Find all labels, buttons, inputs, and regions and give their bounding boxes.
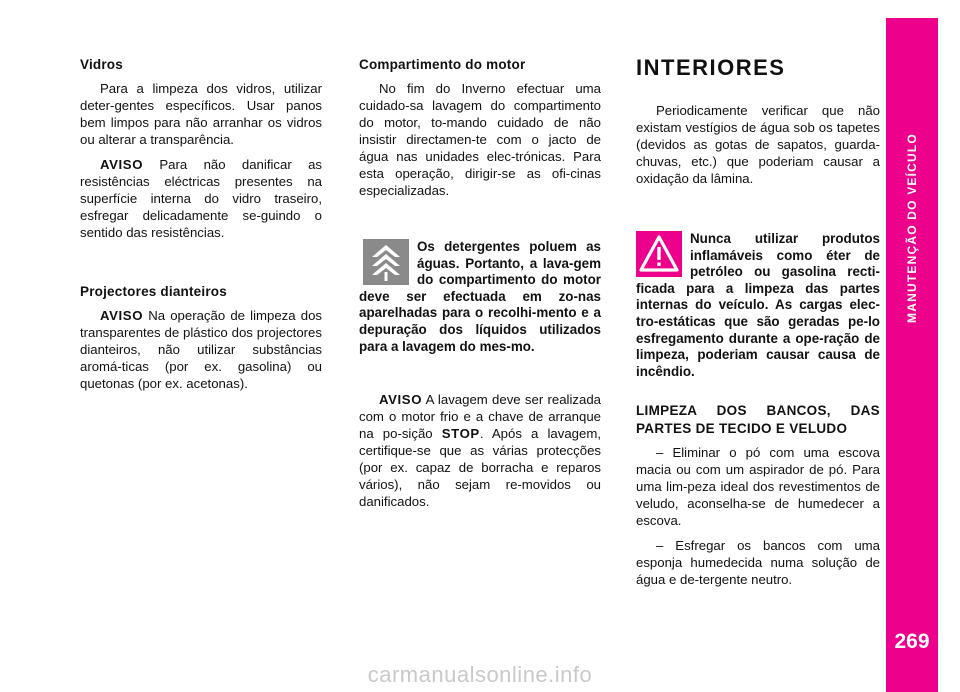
motor-warning-text-2: . Após a lavagem, certifique-se que as várias protecções (por ex. capaz de borracha e reparos vários), não sejam re-movidos ou danificados. — [359, 426, 601, 510]
section-sidebar — [886, 18, 938, 692]
column-1 — [80, 56, 322, 400]
section-title: MANUTENÇÃO DO VEÍCULO — [905, 133, 919, 323]
compartimento-paragraph: No fim do Inverno efectuar uma cuidado-sa lavagem do compartimento do motor, to-mando cuidado de não insistir directamen-te com o jacto de água nas unidades elec-trónicas. Para esta operação, dirigir-se as ofi-cinas especializadas. — [359, 81, 601, 198]
danger-warning — [636, 231, 880, 380]
interiores-paragraph: Periodicamente verificar que não existam vestígios de água sob os tapetes (devidos as gotas de sapatos, guarda-chuvas, etc.) que poderiam causar a oxidação da lâmina. — [636, 103, 880, 186]
projectores-warning-text: Na operação de limpeza dos transparentes de plástico dos projectores dianteiros, não utilizar substâncias aromá-ticas (por ex. gasolina) ou quetonas (por ex. acetonas). — [80, 308, 322, 391]
aviso-label: AVISO — [100, 157, 144, 172]
interiores-title: INTERIORES — [636, 55, 786, 80]
projectores-warning — [80, 307, 322, 392]
page-number: 269 — [894, 630, 930, 653]
danger-warning-text: Nunca utilizar produtos inflamáveis como éter de petróleo ou gasolina recti-ficada para a limpeza das partes internas do veículo. As cargas elec-tro-estáticas que são geradas pe-lo esfregamento durante a ope-ração de limpeza, poderiam causar causa de incêndio. — [636, 231, 880, 379]
motor-warning — [359, 391, 601, 510]
vidros-warning — [80, 156, 322, 241]
limpeza-item-2: – Esfregar os bancos com uma esponja humedecida numa solução de água e de-tergente neutro. — [636, 538, 880, 588]
stop-label: STOP — [441, 426, 480, 442]
vidros-heading: Vidros — [80, 57, 123, 72]
column-2 — [359, 56, 601, 518]
vidros-paragraph: Para a limpeza dos vidros, utilizar deter-gentes específicos. Usar panos bem limpos para não arranhar os vidros ou alterar a transparência. — [80, 81, 322, 147]
eco-warning — [359, 239, 601, 355]
compartimento-heading: Compartimento do motor — [359, 57, 526, 72]
eco-warning-text: Os detergentes poluem as águas. Portanto, a lava-gem do compartimento do motor deve ser efectuada em zo-nas aparelhadas para o recolhi-mento e a depuração dos líquidos utilizados para a lavagem do mes-mo. — [359, 239, 601, 354]
motor-warning-text-1: A lavagem deve ser realizada com o motor frio e a chave de arranque na po-sição — [359, 392, 601, 442]
aviso-label: AVISO — [379, 392, 423, 408]
aviso-label: AVISO — [100, 308, 144, 323]
limpeza-bancos-heading: LIMPEZA DOS BANCOS, DAS PARTES DE TECIDO E VELUDO — [636, 403, 880, 437]
limpeza-item-1: – Eliminar o pó com uma escova macia ou com um aspirador de pó. Para uma lim-peza ideal dos revestimentos de veludo, aconselha-se de humedecer a escova. — [636, 445, 880, 529]
watermark: carmanualsonline.info — [367, 662, 593, 687]
environment-tree-icon — [363, 239, 409, 285]
column-3 — [636, 56, 880, 596]
warning-triangle-icon — [636, 231, 682, 277]
projectores-heading: Projectores dianteiros — [80, 284, 227, 299]
vidros-warning-text: Para não danificar as resistências eléctricas presentes na superfície interna do vidro traseiro, esfregar delicadamente se-guindo o sentido das resistências. — [80, 157, 322, 240]
